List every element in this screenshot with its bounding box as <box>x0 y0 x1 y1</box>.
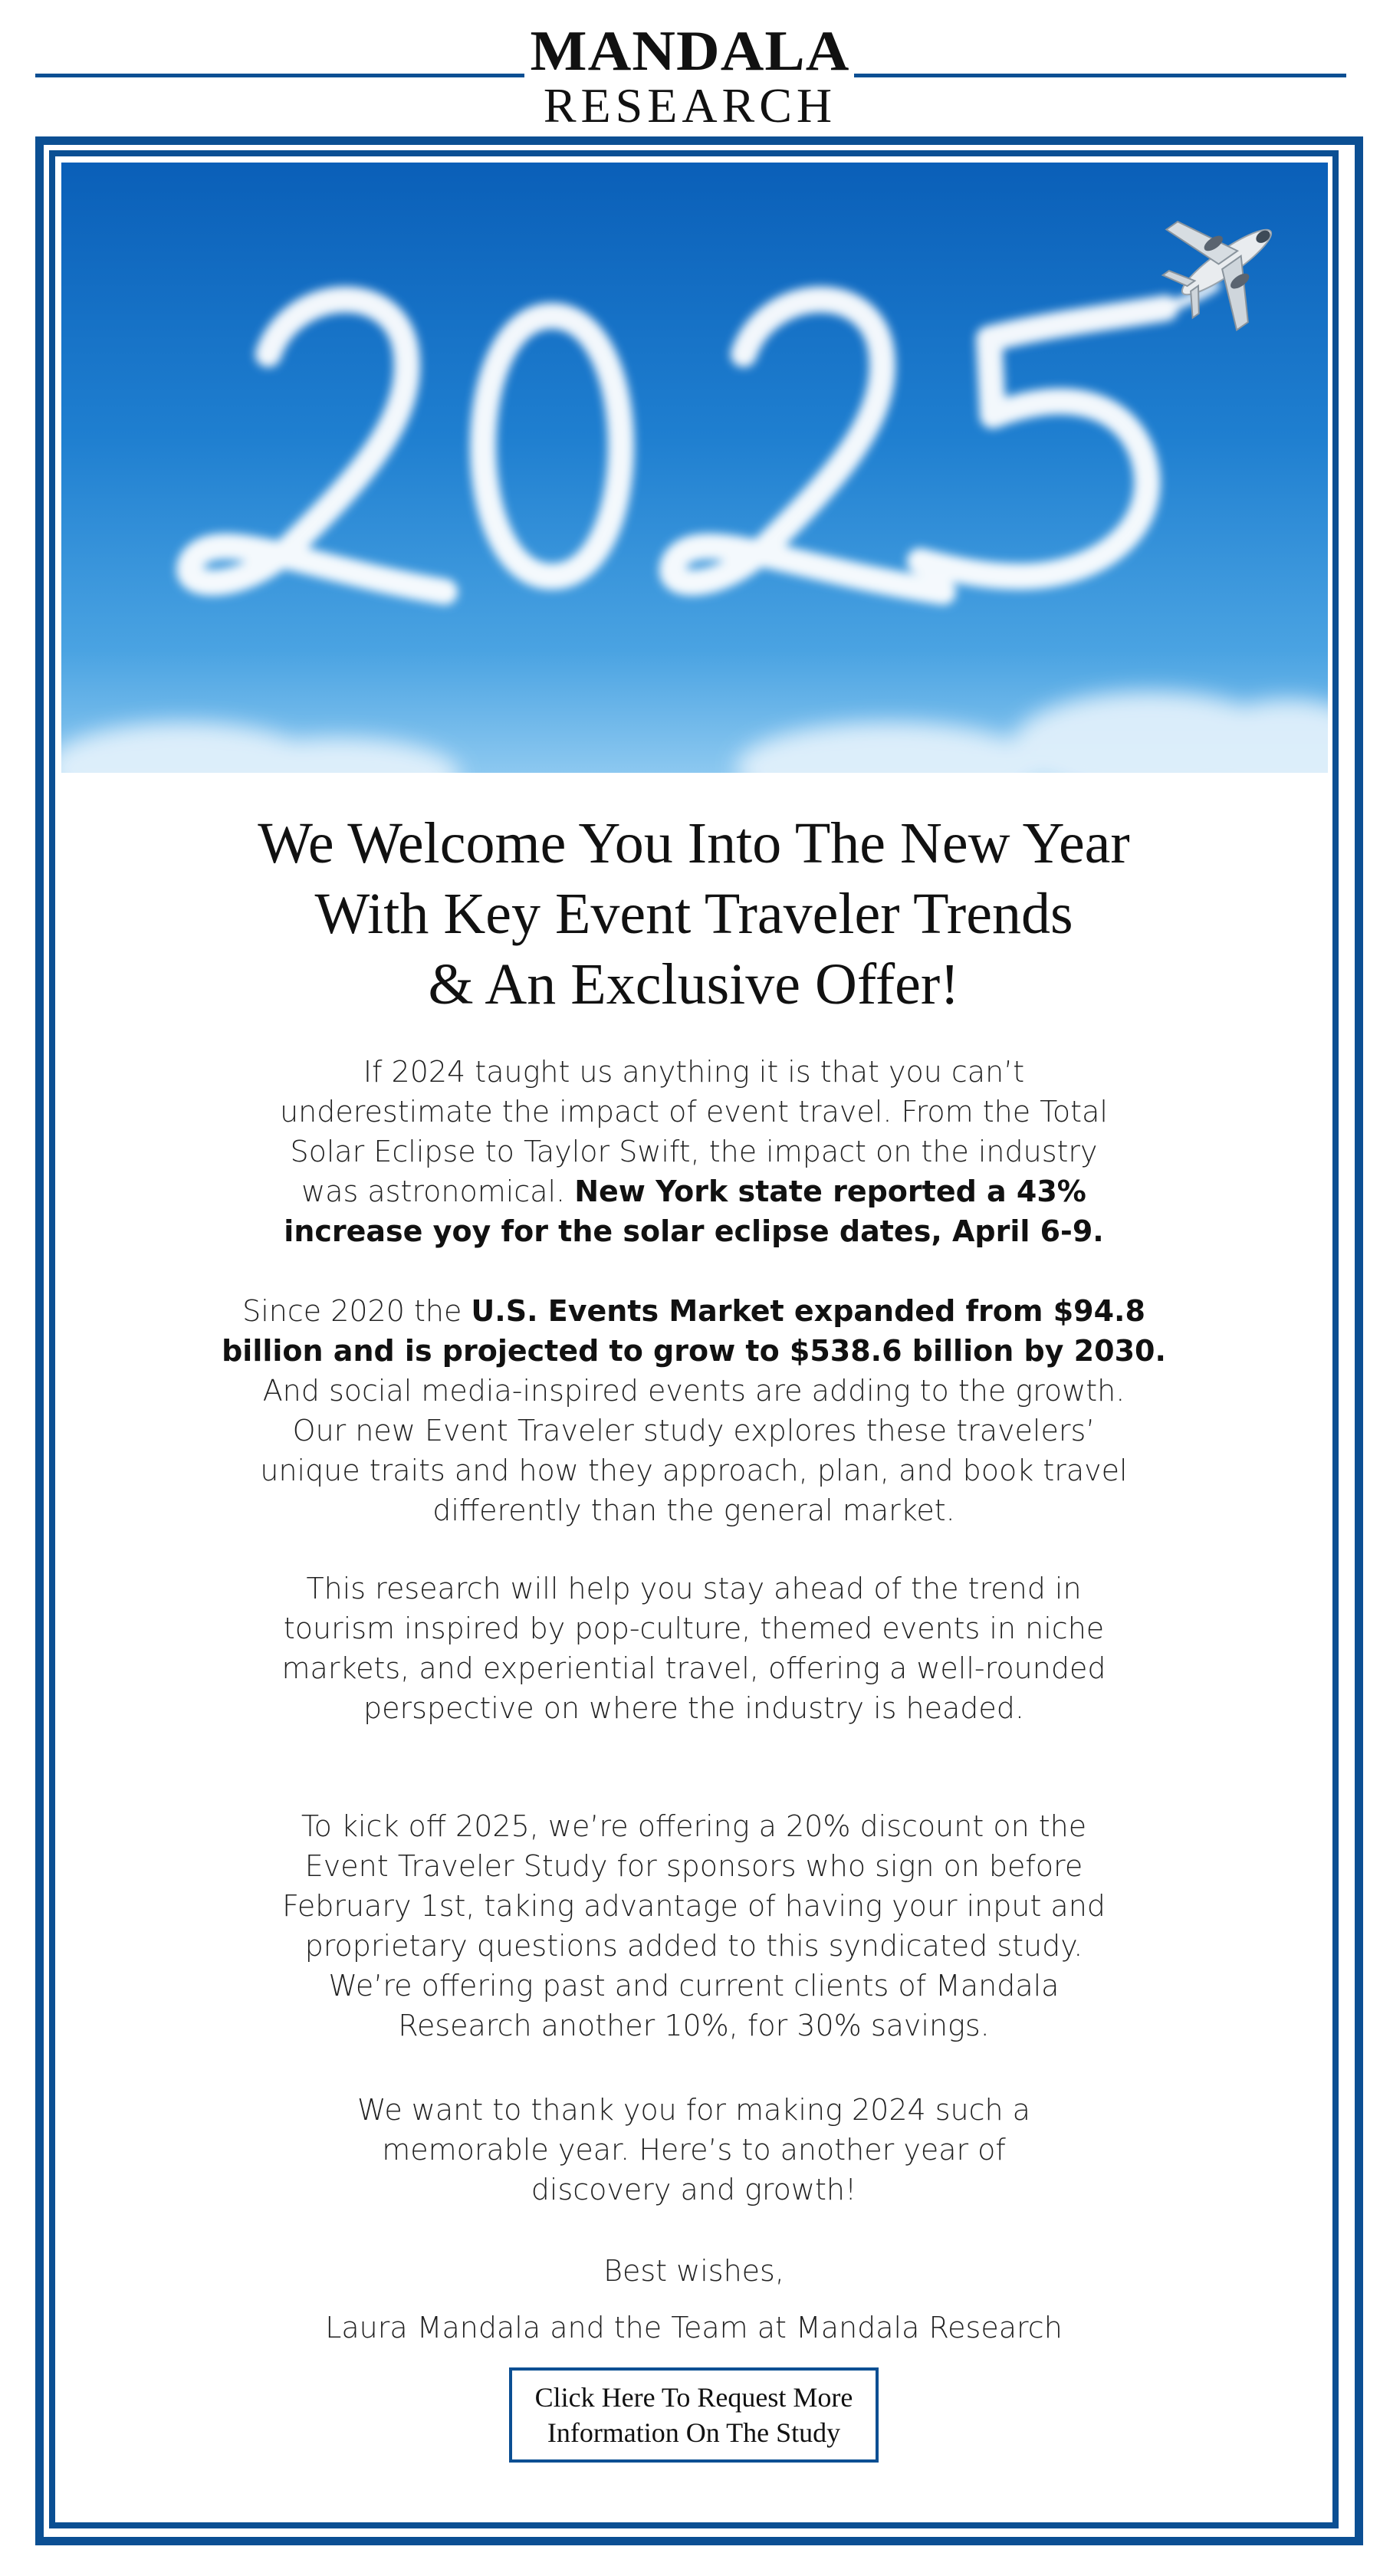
paragraph-4-line-4: proprietary questions added to this syndicated study. <box>304 1929 1083 1963</box>
paragraph-1-line-5-bold: increase yoy for the solar eclipse dates, April 6-9. <box>284 1214 1104 1248</box>
request-info-button-line-1: Click Here To Request More <box>534 2382 853 2413</box>
paragraph-2-line-3: And social media-inspired events are adding to the growth. <box>262 1374 1125 1408</box>
paragraph-4-line-6: Research another 10%, for 30% savings. <box>398 2009 990 2042</box>
paragraph-3-line-4: perspective on where the industry is headed. <box>363 1691 1024 1725</box>
paragraph-1-line-4 <box>55 1171 1332 1211</box>
paragraph-3-line-3: markets, and experiential travel, offering a well-rounded <box>281 1651 1106 1685</box>
headline-line-3: & An Exclusive Offer! <box>428 952 960 1017</box>
paragraph-5-line-2: memorable year. Here’s to another year of <box>382 2133 1006 2167</box>
headline <box>55 808 1332 1020</box>
request-info-button[interactable] <box>509 2367 879 2463</box>
paragraph-1-line-5 <box>55 1211 1332 1251</box>
paragraph-research-value <box>55 1569 1332 1728</box>
paragraph-5-line-3: discovery and growth! <box>531 2173 857 2206</box>
hero-image-2025-sky[interactable] <box>61 163 1328 773</box>
paragraph-2-line-2-bold: billion and is projected to grow to $538.6 billion by 2030. <box>222 1334 1166 1368</box>
paragraph-3-line-2: tourism inspired by pop-culture, themed events in niche <box>283 1612 1105 1645</box>
paragraph-2-line-1-plain: Since 2020 the <box>242 1294 472 1328</box>
header-rule-right <box>854 74 1346 77</box>
paragraph-2-line-4: Our new Event Traveler study explores these travelers’ <box>292 1414 1096 1447</box>
paragraph-1-line-1: If 2024 taught us anything it is that you can’t <box>363 1055 1025 1089</box>
logo-line-mandala: MANDALA <box>530 20 850 83</box>
paragraph-2-line-1 <box>55 1291 1332 1331</box>
paragraph-2-line-5: unique traits and how they approach, plan, and book travel <box>260 1454 1128 1487</box>
paragraph-1-line-4-plain: was astronomical. <box>301 1175 575 1208</box>
header-rule-left <box>35 74 524 77</box>
paragraph-2-line-1-bold: U.S. Events Market expanded from $94.8 <box>471 1294 1145 1328</box>
paragraph-2-line-2 <box>55 1331 1332 1371</box>
logo-line-research: RESEARCH <box>543 78 837 133</box>
request-info-button-line-2: Information On The Study <box>547 2417 841 2448</box>
paragraph-5-line-1: We want to thank you for making 2024 such a <box>357 2093 1030 2127</box>
headline-line-1: We Welcome You Into The New Year <box>258 811 1130 876</box>
paragraph-3-line-1: This research will help you stay ahead of the trend in <box>306 1572 1082 1605</box>
paragraph-events-market-growth <box>55 1291 1332 1530</box>
paragraph-4-line-3: February 1st, taking advantage of having your input and <box>282 1889 1106 1923</box>
paragraph-1-line-3: Solar Eclipse to Taylor Swift, the impact on the industry <box>290 1135 1098 1168</box>
paragraph-4-line-1: To kick off 2025, we’re offering a 20% discount on the <box>301 1809 1087 1843</box>
closing-signature: Laura Mandala and the Team at Mandala Research <box>325 2311 1063 2344</box>
paragraph-2-line-6: differently than the general market. <box>432 1493 955 1527</box>
paragraph-discount-offer <box>55 1806 1332 2045</box>
paragraph-4-line-2: Event Traveler Study for sponsors who sign on before <box>304 1849 1083 1883</box>
email-header <box>0 0 1380 133</box>
paragraph-1-line-2: underestimate the impact of event travel. From the Total <box>280 1095 1108 1129</box>
paragraph-thank-you <box>55 2090 1332 2210</box>
paragraph-4-line-5: We’re offering past and current clients of Mandala <box>328 1969 1060 2003</box>
email-frame-inner <box>49 150 1339 2528</box>
paragraph-1-line-4-bold: New York state reported a 43% <box>574 1175 1086 1208</box>
paragraph-event-travel-impact <box>55 1052 1332 1251</box>
mandala-research-logo[interactable] <box>529 20 851 133</box>
closing-greeting: Best wishes, <box>603 2254 784 2288</box>
hero-sky-graphic <box>61 163 1328 773</box>
headline-line-2: With Key Event Traveler Trends <box>314 882 1073 946</box>
